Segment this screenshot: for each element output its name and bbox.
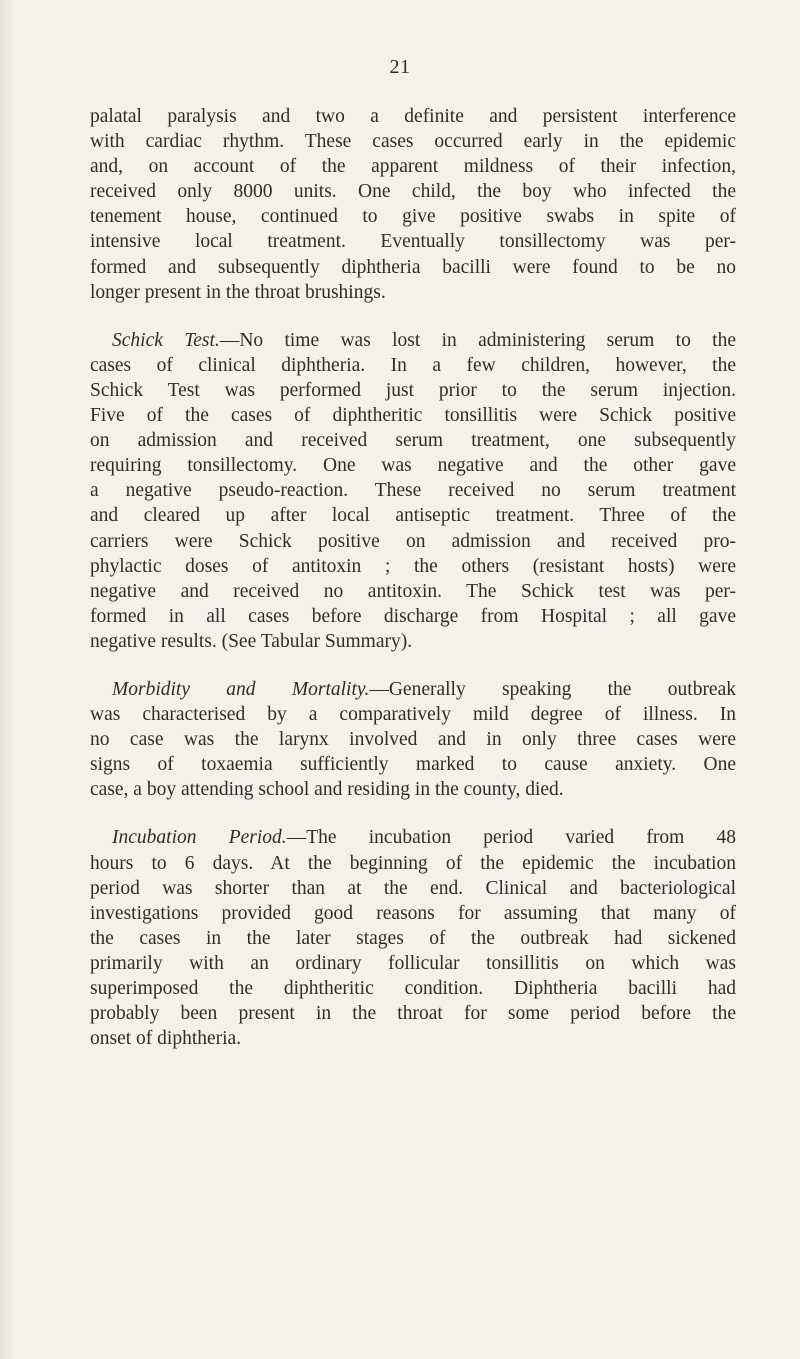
page-number: 21 — [389, 56, 411, 78]
text-line: no case was the larynx involved and in only three cases were — [90, 729, 736, 751]
text-line: on admission and received serum treatment, one subsequently — [90, 430, 736, 452]
text-line: primarily with an ordinary follicular tonsillitis on which was — [90, 952, 736, 974]
text-line: period was shorter than at the end. Clinical and bacteriological — [90, 877, 736, 899]
section-heading-schick-test: Schick Test. — [112, 329, 220, 351]
section-heading-incubation-period: Incubation Period. — [112, 827, 287, 849]
heading-continuation: —Generally speaking the outbreak — [369, 678, 736, 700]
section-heading-morbidity-mortality: Morbidity and Mortality. — [112, 678, 370, 700]
text-line: carriers were Schick positive on admission and received pro- — [90, 530, 736, 552]
text-line: superimposed the diphtheritic condition. Diphtheria bacilli had — [90, 978, 736, 999]
text-line — [90, 328, 736, 353]
text-line: and, on account of the apparent mildness of their infection, — [90, 156, 736, 178]
text-line: onset of diphtheria. — [90, 1028, 242, 1050]
paragraph-schick-test — [90, 328, 736, 654]
text-line: Five of the cases of diphtheritic tonsillitis were Schick positive — [90, 405, 736, 427]
text-line: hours to 6 days. At the beginning of the epidemic the incubation — [90, 852, 736, 874]
text-line: signs of toxaemia sufficiently marked to cause anxiety. One — [90, 754, 736, 776]
text-line: longer present in the throat brushings. — [90, 281, 386, 303]
text-line: received only 8000 units. One child, the boy who infected the — [90, 181, 736, 203]
text-line: investigations provided good reasons for assuming that many of — [90, 902, 736, 924]
text-line: was characterised by a comparatively mild degree of illness. In — [90, 704, 736, 726]
heading-continuation: —No time was lost in administering serum to the — [219, 329, 736, 351]
body-text — [90, 104, 736, 1074]
text-line: Schick Test was performed just prior to the serum injection. — [90, 379, 736, 401]
text-line: cases of clinical diphtheria. In a few children, however, the — [90, 354, 736, 376]
paragraph-incubation-period — [90, 825, 736, 1051]
text-line: probably been present in the throat for some period before the — [90, 1003, 736, 1025]
text-line: palatal paralysis and two a definite and persistent interference — [90, 106, 736, 127]
text-line: a negative pseudo-reaction. These received no serum treatment — [90, 480, 736, 502]
text-line: tenement house, continued to give positive swabs in spite of — [90, 206, 736, 228]
text-line: negative results. (See Tabular Summary). — [90, 630, 413, 652]
text-line: negative and received no antitoxin. The Schick test was per- — [90, 580, 736, 602]
text-line: the cases in the later stages of the outbreak had sickened — [90, 927, 736, 949]
text-line: phylactic doses of antitoxin ; the others (resistant hosts) were — [90, 555, 736, 577]
text-line: with cardiac rhythm. These cases occurred early in the epidemic — [90, 131, 736, 153]
text-line: case, a boy attending school and residing in the county, died. — [90, 779, 564, 801]
text-line: and cleared up after local antiseptic treatment. Three of the — [90, 505, 736, 527]
paragraph-morbidity-mortality — [90, 677, 736, 802]
text-line: formed and subsequently diphtheria bacilli were found to be no — [90, 256, 736, 278]
text-line: requiring tonsillectomy. One was negative and the other gave — [90, 455, 736, 477]
text-line — [90, 825, 736, 850]
heading-continuation: —The incubation period varied from 48 — [286, 827, 736, 849]
text-line — [90, 677, 736, 702]
paragraph-continuation — [90, 104, 736, 305]
text-line: formed in all cases before discharge from Hospital ; all gave — [90, 605, 736, 627]
text-line: intensive local treatment. Eventually tonsillectomy was per- — [90, 231, 736, 253]
